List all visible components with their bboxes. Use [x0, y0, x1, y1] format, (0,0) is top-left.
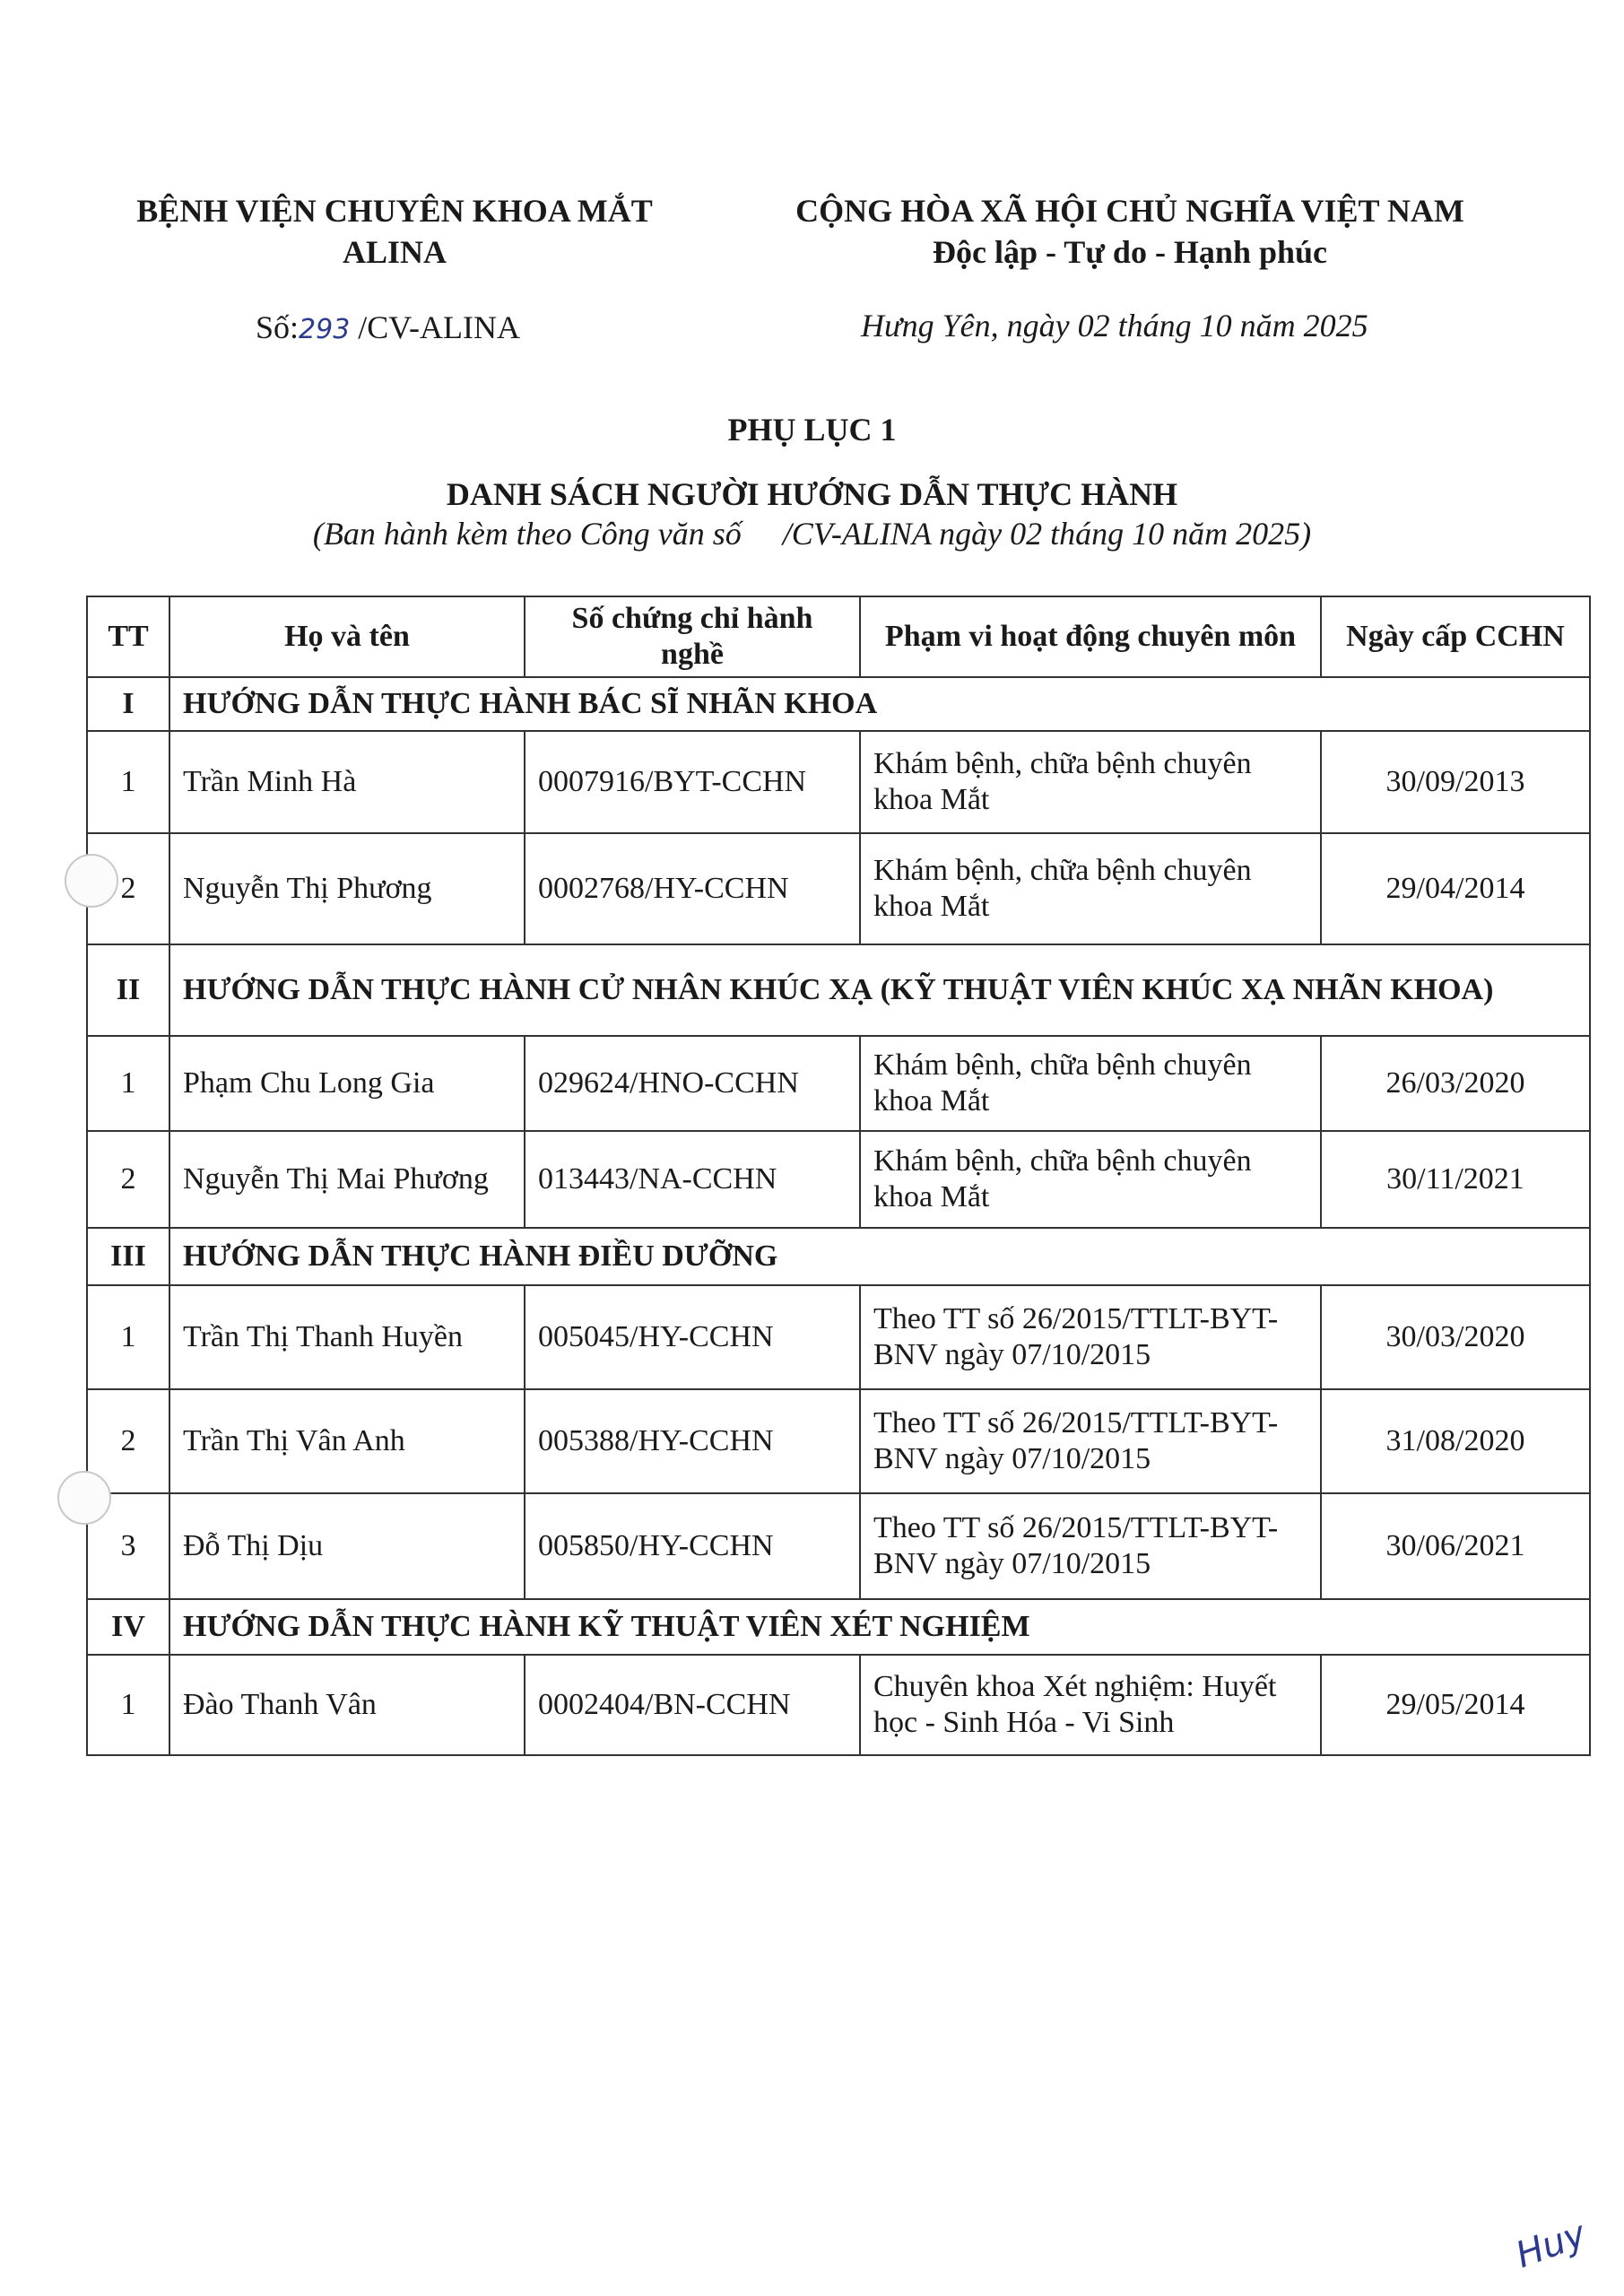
row-scope: Khám bệnh, chữa bệnh chuyên khoa Mắt	[860, 1131, 1321, 1228]
section-row	[87, 1228, 1590, 1285]
issuance-note-part1: (Ban hành kèm theo Công văn số	[312, 516, 742, 552]
section-row	[87, 677, 1590, 731]
row-date: 30/11/2021	[1321, 1131, 1590, 1228]
row-tt: 3	[87, 1493, 169, 1599]
row-name: Đào Thanh Vân	[169, 1655, 525, 1755]
header-date: Ngày cấp CCHN	[1321, 596, 1590, 677]
row-tt: 1	[87, 731, 169, 833]
row-scope: Chuyên khoa Xét nghiệm: Huyết học - Sinh Hóa - Vi Sinh	[860, 1655, 1321, 1755]
section-number: III	[87, 1228, 169, 1285]
instructors-table	[86, 596, 1591, 1756]
nation-name: CỘNG HÒA XÃ HỘI CHỦ NGHĨA VIỆT NAM	[795, 193, 1464, 229]
table-row	[87, 1389, 1590, 1493]
section-row	[87, 1599, 1590, 1655]
section-number: IV	[87, 1599, 169, 1655]
punch-hole-upper	[65, 854, 118, 908]
row-tt: 1	[87, 1036, 169, 1131]
row-name: Trần Thị Vân Anh	[169, 1389, 525, 1493]
section-title: HƯỚNG DẪN THỰC HÀNH BÁC SĨ NHÃN KHOA	[169, 677, 1590, 731]
table-row	[87, 731, 1590, 833]
list-title: DANH SÁCH NGƯỜI HƯỚNG DẪN THỰC HÀNH	[446, 476, 1178, 512]
row-name: Trần Thị Thanh Huyền	[169, 1285, 525, 1389]
issuance-note	[0, 515, 1624, 552]
table-header-row	[87, 596, 1590, 677]
section-row	[87, 944, 1590, 1036]
punch-hole-lower	[57, 1471, 111, 1525]
row-tt: 2	[87, 833, 169, 944]
header-scope: Phạm vi hoạt động chuyên môn	[860, 596, 1321, 677]
table-row	[87, 1655, 1590, 1755]
row-tt: 1	[87, 1285, 169, 1389]
row-date: 29/04/2014	[1321, 833, 1590, 944]
row-name: Trần Minh Hà	[169, 731, 525, 833]
table-row	[87, 1131, 1590, 1228]
row-tt: 2	[87, 1389, 169, 1493]
row-name: Đỗ Thị Dịu	[169, 1493, 525, 1599]
table-row	[87, 1036, 1590, 1131]
row-cert: 0002404/BN-CCHN	[525, 1655, 860, 1755]
row-name: Nguyễn Thị Mai Phương	[169, 1131, 525, 1228]
row-scope: Theo TT số 26/2015/TTLT-BYT-BNV ngày 07/10/2015	[860, 1493, 1321, 1599]
doc-number-suffix: /CV-ALINA	[358, 309, 520, 345]
row-cert: 0007916/BYT-CCHN	[525, 731, 860, 833]
row-cert: 005045/HY-CCHN	[525, 1285, 860, 1389]
section-title: HƯỚNG DẪN THỰC HÀNH KỸ THUẬT VIÊN XÉT NGHIỆM	[169, 1599, 1590, 1655]
issuance-note-part2: /CV-ALINA ngày 02 tháng 10 năm 2025)	[782, 516, 1312, 552]
row-name: Nguyễn Thị Phương	[169, 833, 525, 944]
row-scope: Khám bệnh, chữa bệnh chuyên khoa Mắt	[860, 1036, 1321, 1131]
row-cert: 005850/HY-CCHN	[525, 1493, 860, 1599]
row-date: 30/09/2013	[1321, 731, 1590, 833]
org-name-line1: BỆNH VIỆN CHUYÊN KHOA MẮT	[136, 193, 653, 229]
row-date: 26/03/2020	[1321, 1036, 1590, 1131]
motto-line: Độc lập - Tự do - Hạnh phúc	[932, 234, 1328, 270]
row-scope: Theo TT số 26/2015/TTLT-BYT-BNV ngày 07/10/2015	[860, 1389, 1321, 1493]
row-tt: 2	[87, 1131, 169, 1228]
row-cert: 029624/HNO-CCHN	[525, 1036, 860, 1131]
table-row	[87, 1285, 1590, 1389]
section-title: HƯỚNG DẪN THỰC HÀNH ĐIỀU DƯỠNG	[169, 1228, 1590, 1285]
row-date: 31/08/2020	[1321, 1389, 1590, 1493]
row-scope: Theo TT số 26/2015/TTLT-BYT-BNV ngày 07/10/2015	[860, 1285, 1321, 1389]
row-date: 30/03/2020	[1321, 1285, 1590, 1389]
handwritten-initials: Huy	[1510, 2213, 1592, 2277]
row-scope: Khám bệnh, chữa bệnh chuyên khoa Mắt	[860, 833, 1321, 944]
org-name-line2: ALINA	[342, 234, 447, 270]
table-row	[87, 1493, 1590, 1599]
row-date: 29/05/2014	[1321, 1655, 1590, 1755]
place-date: Hưng Yên, ngày 02 tháng 10 năm 2025	[861, 308, 1368, 344]
document-number	[256, 309, 520, 346]
header-cert: Số chứng chỉ hành nghề	[525, 596, 860, 677]
section-number: II	[87, 944, 169, 1036]
header-name: Họ và tên	[169, 596, 525, 677]
section-number: I	[87, 677, 169, 731]
appendix-title: PHỤ LỤC 1	[727, 412, 897, 448]
row-name: Phạm Chu Long Gia	[169, 1036, 525, 1131]
row-cert: 005388/HY-CCHN	[525, 1389, 860, 1493]
section-title: HƯỚNG DẪN THỰC HÀNH CỬ NHÂN KHÚC XẠ (KỸ THUẬT VIÊN KHÚC XẠ NHÃN KHOA)	[169, 944, 1590, 1036]
row-cert: 0002768/HY-CCHN	[525, 833, 860, 944]
header-tt: TT	[87, 596, 169, 677]
doc-number-handwritten: 293	[299, 314, 351, 345]
row-date: 30/06/2021	[1321, 1493, 1590, 1599]
row-cert: 013443/NA-CCHN	[525, 1131, 860, 1228]
national-motto	[726, 190, 1533, 273]
row-tt: 1	[87, 1655, 169, 1755]
issuing-organization	[90, 190, 699, 273]
table-row	[87, 833, 1590, 944]
row-scope: Khám bệnh, chữa bệnh chuyên khoa Mắt	[860, 731, 1321, 833]
doc-number-prefix: Số:	[256, 309, 300, 345]
